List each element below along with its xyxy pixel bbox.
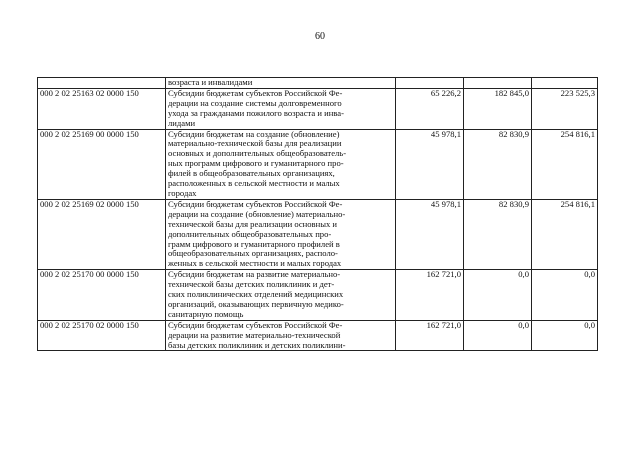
description-cell (166, 320, 396, 351)
description-line: ных программ цифрового и гуманитарного про- (168, 158, 344, 169)
table-row (38, 320, 598, 351)
description-cell (166, 129, 396, 199)
description-line: Субсидии бюджетам на развитие материально- (168, 269, 341, 280)
table-row (38, 199, 598, 269)
description-line: Субсидии бюджетам субъектов Российской Фе- (168, 320, 343, 330)
budget-code-cell: 000 2 02 25170 02 0000 150 (38, 320, 166, 351)
amount-cell-1: 65 226,2 (396, 88, 464, 129)
amount-cell-3: 223 525,3 (532, 88, 598, 129)
description-line: женных в сельской местности и малых городах (168, 258, 342, 269)
amount-cell-1: 162 721,0 (396, 320, 464, 351)
amount-cell-3: 0,0 (532, 320, 598, 351)
description-line: дерации на создание (обновление) материально- (168, 208, 346, 219)
amount-cell-2: 0,0 (464, 270, 532, 321)
description-line: санитарную помощь (168, 308, 244, 319)
table-row (38, 88, 598, 129)
description-line: грамм цифрового и гуманитарного профилей в (168, 238, 340, 249)
amount-cell-1: 45 978,1 (396, 199, 464, 269)
amount-cell-3: 254 816,1 (532, 199, 598, 269)
description-line: дерации на создание системы долговременного (168, 97, 342, 108)
amount-cell-3: 0,0 (532, 270, 598, 321)
amount-cell-3: 254 816,1 (532, 129, 598, 199)
budget-code-cell (38, 78, 166, 89)
description-line: лидами (168, 117, 196, 128)
description-line: городах (168, 187, 197, 198)
amount-cell-2: 82 830,9 (464, 129, 532, 199)
table-row (38, 129, 598, 199)
amount-cell-2: 0,0 (464, 320, 532, 351)
amount-cell-2 (464, 78, 532, 89)
description-cell (166, 199, 396, 269)
description-line: дополнительных общеобразовательных про- (168, 228, 332, 239)
description-line: дерации на развитие материально-технической (168, 329, 341, 340)
table-row (38, 78, 598, 89)
table-row (38, 270, 598, 321)
budget-table (37, 77, 598, 351)
budget-code-cell: 000 2 02 25163 02 0000 150 (38, 88, 166, 129)
amount-cell-1: 162 721,0 (396, 270, 464, 321)
amount-cell-1 (396, 78, 464, 89)
description-line: базы детских поликлиник и детских поликлини- (168, 339, 346, 350)
amount-cell-3 (532, 78, 598, 89)
description-line: ухода за гражданами пожилого возраста и инва- (168, 107, 344, 118)
amount-cell-1: 45 978,1 (396, 129, 464, 199)
page-number: 60 (315, 31, 325, 42)
budget-table-body (38, 78, 598, 351)
amount-cell-2: 82 830,9 (464, 199, 532, 269)
budget-code-cell: 000 2 02 25169 02 0000 150 (38, 199, 166, 269)
budget-code-cell: 000 2 02 25170 00 0000 150 (38, 270, 166, 321)
amount-cell-2: 182 845,0 (464, 88, 532, 129)
description-line: расположенных в сельской местности и малых (168, 178, 340, 189)
description-line: организаций, оказывающих первичную медико- (168, 298, 344, 309)
budget-code-cell: 000 2 02 25169 00 0000 150 (38, 129, 166, 199)
description-line: технической базы детских поликлиник и дет- (168, 279, 335, 290)
description-cell (166, 78, 396, 89)
description-cell (166, 270, 396, 321)
description-line: Субсидии бюджетам субъектов Российской Фе- (168, 88, 343, 98)
description-line: основных и дополнительных общеобразователь- (168, 148, 347, 159)
description-line: технической базы для реализации основных и (168, 218, 338, 229)
description-line: материально-технической базы для реализации (168, 138, 342, 149)
description-cell (166, 88, 396, 129)
description-line: филей в общеобразовательных организациях, (168, 168, 335, 179)
description-line: общеобразовательных организациях, располо- (168, 248, 338, 259)
description-line: Субсидии бюджетам на создание (обновление) (168, 129, 340, 139)
description-line: Субсидии бюджетам субъектов Российской Фе- (168, 199, 343, 209)
description-line: ских поликлинических отделений медицинских (168, 289, 344, 300)
description-line: возраста и инвалидами (168, 77, 253, 87)
